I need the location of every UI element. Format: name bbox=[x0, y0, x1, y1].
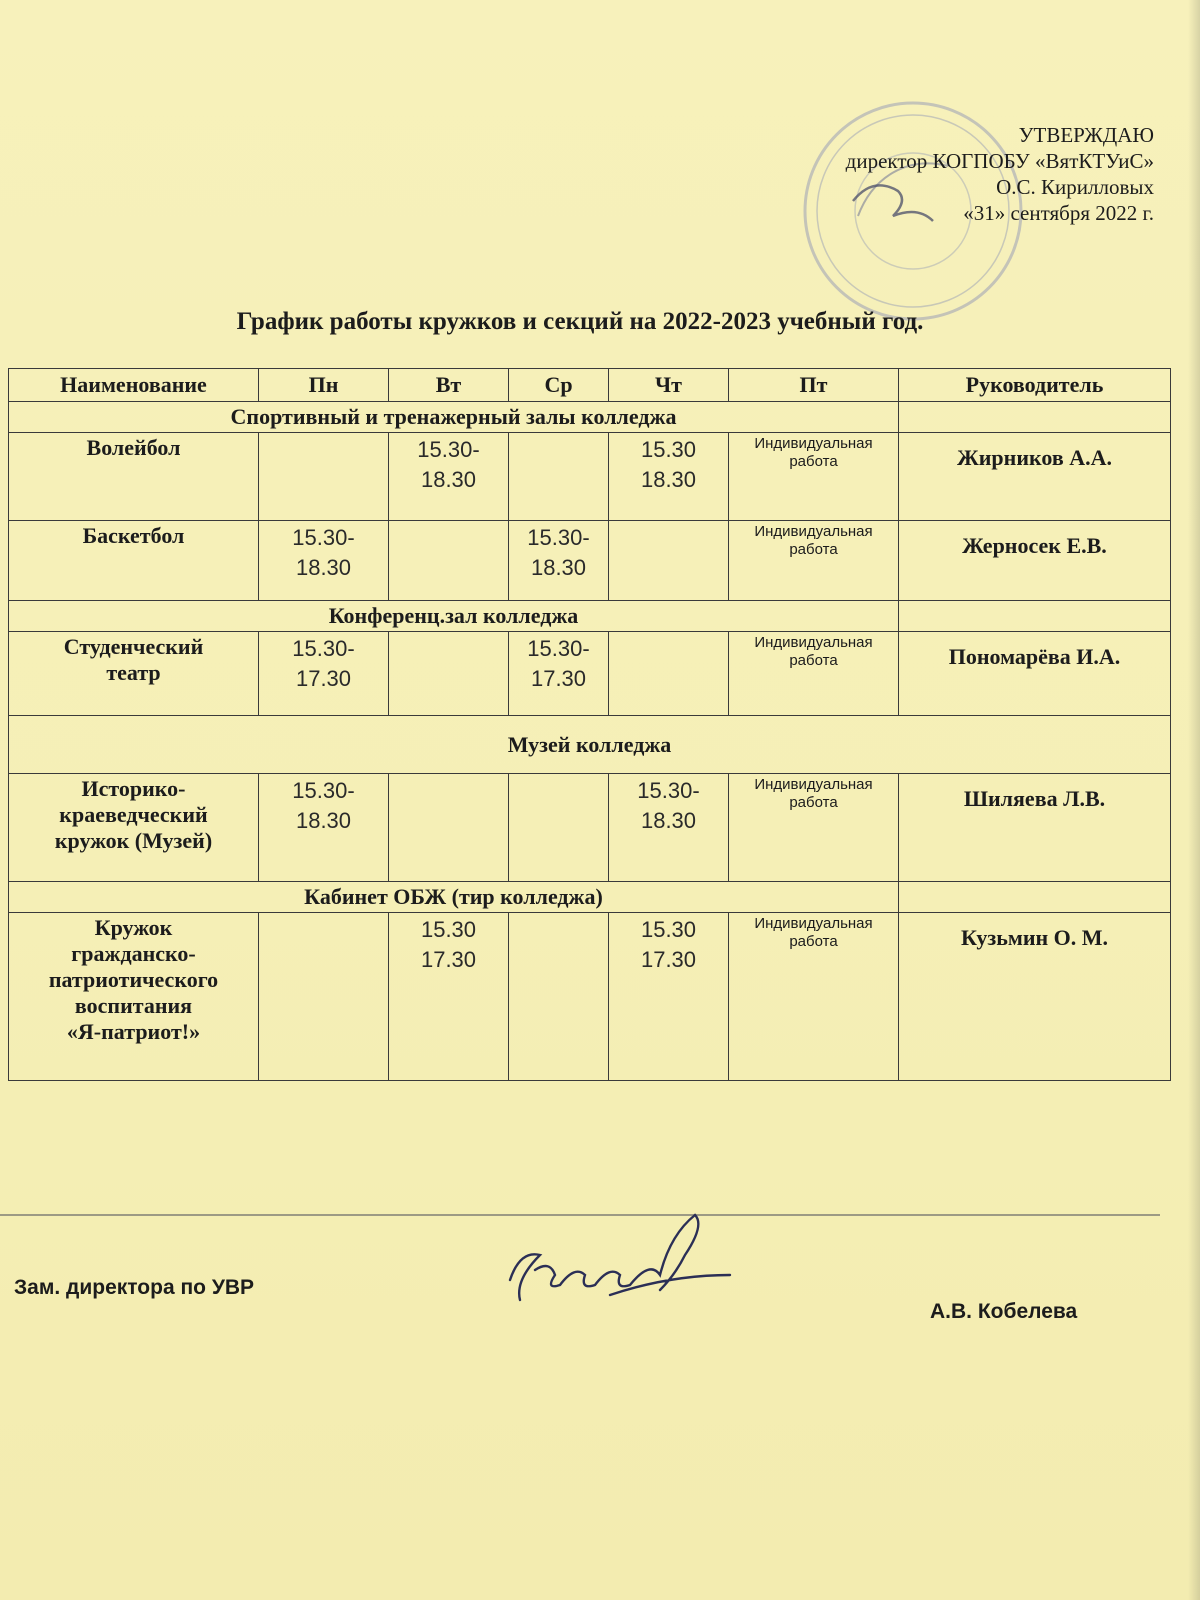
deputy-position: Зам. директора по УВР bbox=[14, 1276, 255, 1299]
header-mon: Пн bbox=[259, 369, 389, 402]
section-row bbox=[9, 601, 1171, 632]
row-thu: 15.30- 18.30 bbox=[609, 774, 729, 882]
approval-date: «31» сентября 2022 г. bbox=[963, 201, 1154, 225]
row-leader: Шиляева Л.В. bbox=[899, 774, 1171, 882]
row-mon: 15.30- 18.30 bbox=[259, 521, 389, 601]
table-row bbox=[9, 632, 1171, 716]
section-row bbox=[9, 882, 1171, 913]
section-row bbox=[9, 716, 1171, 774]
header-wed: Ср bbox=[509, 369, 609, 402]
table-row bbox=[9, 913, 1171, 1081]
row-fri: Индивидуальная работа bbox=[729, 433, 899, 521]
header-thu: Чт bbox=[609, 369, 729, 402]
header-leader: Руководитель bbox=[899, 369, 1171, 402]
row-tue bbox=[389, 632, 509, 716]
row-wed bbox=[509, 913, 609, 1081]
row-name: Студенческий театр bbox=[9, 632, 259, 716]
table-header-row bbox=[9, 369, 1171, 402]
row-leader: Пономарёва И.А. bbox=[899, 632, 1171, 716]
row-mon: 15.30- 17.30 bbox=[259, 632, 389, 716]
approval-heading: УТВЕРЖДАЮ bbox=[1018, 123, 1154, 147]
section-label: Музей колледжа bbox=[9, 716, 1171, 774]
row-name: Кружок гражданско- патриотического воспитания «Я-патриот!» bbox=[9, 913, 259, 1081]
empty-cell bbox=[899, 402, 1171, 433]
document-title: График работы кружков и секций на 2022-2023 учебный год. bbox=[236, 308, 924, 335]
paper-edge-shadow bbox=[1188, 0, 1200, 1600]
header-name: Наименование bbox=[9, 369, 259, 402]
row-wed: 15.30- 17.30 bbox=[509, 632, 609, 716]
row-thu: 15.30 18.30 bbox=[609, 433, 729, 521]
header-fri: Пт bbox=[729, 369, 899, 402]
empty-cell bbox=[899, 601, 1171, 632]
row-name: Историко- краеведческий кружок (Музей) bbox=[9, 774, 259, 882]
row-wed: 15.30- 18.30 bbox=[509, 521, 609, 601]
row-fri: Индивидуальная работа bbox=[729, 913, 899, 1081]
table-row bbox=[9, 774, 1171, 882]
row-leader: Кузьмин О. М. bbox=[899, 913, 1171, 1081]
approval-block bbox=[634, 122, 1154, 226]
approval-position: директор КОГПОБУ «ВятКТУиС» bbox=[845, 149, 1154, 173]
handwritten-signature bbox=[480, 1210, 740, 1320]
table-row bbox=[9, 433, 1171, 521]
section-row bbox=[9, 402, 1171, 433]
empty-cell bbox=[899, 882, 1171, 913]
table-row bbox=[9, 521, 1171, 601]
row-fri: Индивидуальная работа bbox=[729, 632, 899, 716]
section-label: Спортивный и тренажерный залы колледжа bbox=[9, 402, 899, 433]
row-wed bbox=[509, 774, 609, 882]
row-thu: 15.30 17.30 bbox=[609, 913, 729, 1081]
row-wed bbox=[509, 433, 609, 521]
row-fri: Индивидуальная работа bbox=[729, 521, 899, 601]
row-thu bbox=[609, 632, 729, 716]
deputy-name: А.В. Кобелева bbox=[930, 1300, 1078, 1323]
section-label: Конференц.зал колледжа bbox=[9, 601, 899, 632]
section-label: Кабинет ОБЖ (тир колледжа) bbox=[9, 882, 899, 913]
row-tue: 15.30 17.30 bbox=[389, 913, 509, 1081]
row-mon: 15.30- 18.30 bbox=[259, 774, 389, 882]
approval-director-name: О.С. Кирилловых bbox=[996, 175, 1154, 199]
row-name: Баскетбол bbox=[9, 521, 259, 601]
header-tue: Вт bbox=[389, 369, 509, 402]
row-tue: 15.30- 18.30 bbox=[389, 433, 509, 521]
row-mon bbox=[259, 433, 389, 521]
row-tue bbox=[389, 521, 509, 601]
schedule-table bbox=[8, 368, 1171, 1081]
row-leader: Жерносек Е.В. bbox=[899, 521, 1171, 601]
row-fri: Индивидуальная работа bbox=[729, 774, 899, 882]
row-leader: Жирников А.А. bbox=[899, 433, 1171, 521]
row-thu bbox=[609, 521, 729, 601]
row-tue bbox=[389, 774, 509, 882]
row-mon bbox=[259, 913, 389, 1081]
row-name: Волейбол bbox=[9, 433, 259, 521]
